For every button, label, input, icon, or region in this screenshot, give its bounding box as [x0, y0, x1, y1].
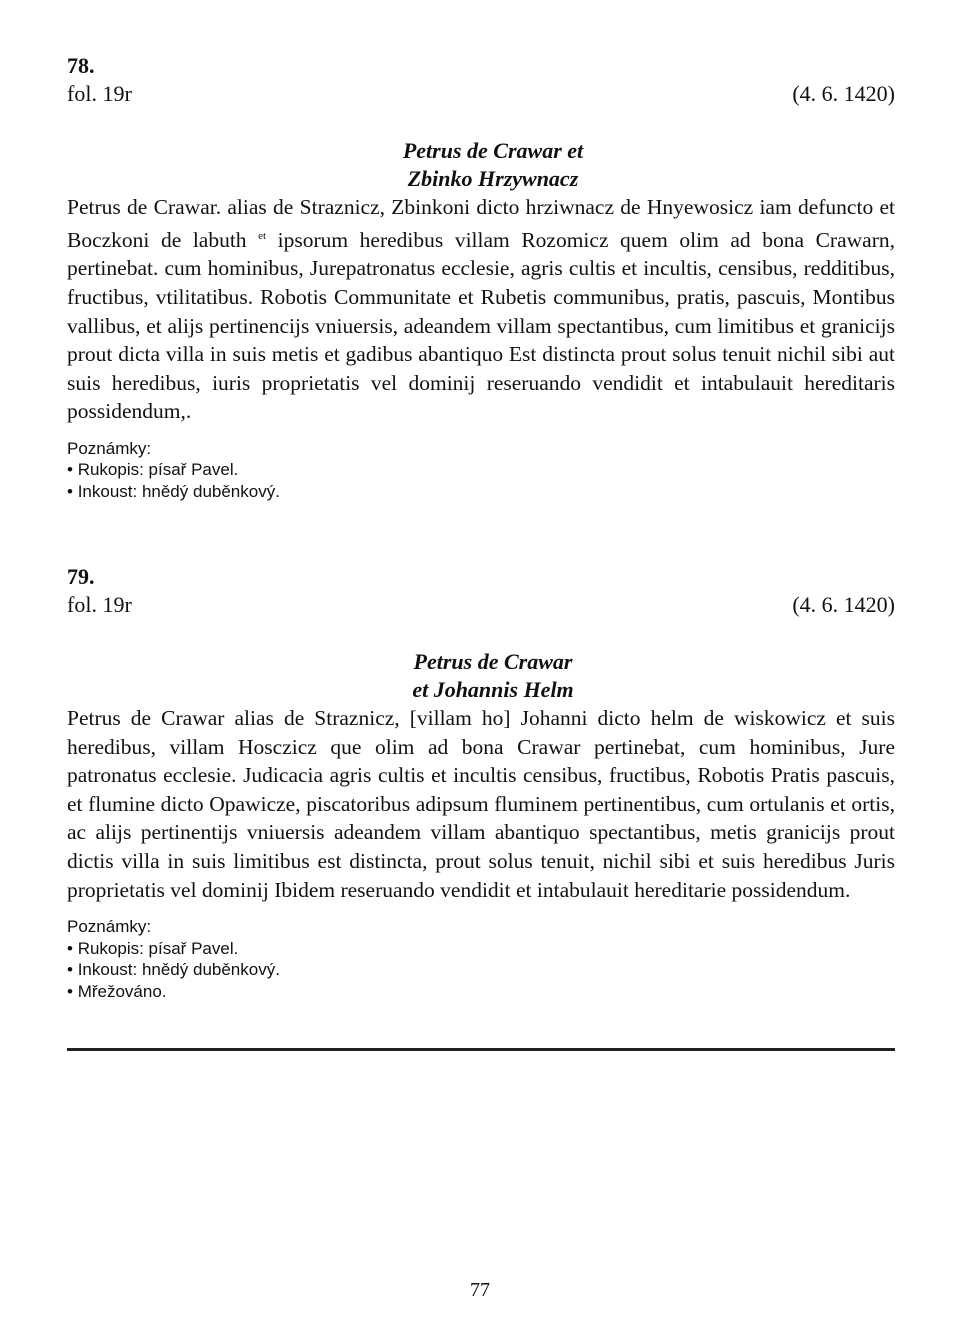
notes-section — [67, 916, 895, 1002]
note-item: • Mřežováno. — [67, 981, 895, 1003]
entry-number: 79. — [67, 564, 95, 589]
note-item: • Inkoust: hnědý duběnkový. — [67, 959, 895, 981]
entry-body — [67, 704, 895, 904]
section-end-rule — [67, 1048, 895, 1051]
entry-number: 78. — [67, 53, 95, 78]
folio-row — [67, 80, 895, 108]
entry-body-text: Petrus de Crawar. alias de Straznicz, Zbinkoni dicto hrziwnacz de Hnyewosicz iam defuncto et Boczkoni de labuth — [67, 195, 895, 252]
entry-date: (4. 6. 1420) — [792, 81, 895, 106]
notes-section — [67, 438, 895, 503]
note-item: • Rukopis: písař Pavel. — [67, 938, 895, 960]
folio-reference: fol. 19r — [67, 81, 132, 106]
document-entry — [67, 52, 895, 502]
entry-title-line: Petrus de Crawar et — [402, 138, 584, 163]
entry-title-line: Zbinko Hrzywnacz — [407, 166, 579, 191]
entry-title — [67, 648, 895, 704]
document-entry — [67, 563, 895, 1002]
folio-row — [67, 591, 895, 619]
page-number: 77 — [470, 1279, 490, 1301]
entry-body-superscript: et — [258, 229, 267, 242]
notes-label: Poznámky: — [67, 438, 152, 458]
folio-reference: fol. 19r — [67, 592, 132, 617]
note-item: • Inkoust: hnědý duběnkový. — [67, 481, 895, 503]
note-item: • Rukopis: písař Pavel. — [67, 459, 895, 481]
entry-body-text: ipsorum heredibus villam Rozomicz quem olim ad bona Crawarn, pertinebat. cum hominibus, Jurepatronatus ecclesie, agris cultis et incultis, censibus, redditibus, fructibus, vtilitatibus. Robotis Communitate et Rubetis communibus, pratis, pascuis, Montibus vallibus, et alijs pertinencijs vniuersis, adeandem villam spectantibus, cum limitibus et granicijs prout dicta villa in suis metis et gadibus abantiquo Est distincta prout solus tenuit nichil sibi aut suis heredibus, iuris proprietatis vel dominij reseruando vendidit et intabulauit hereditaris possidendum,. — [67, 227, 895, 424]
entry-title-line: Petrus de Crawar — [413, 649, 573, 674]
entry-title — [67, 137, 895, 193]
entry-title-line: et Johannis Helm — [412, 677, 574, 702]
entry-body — [67, 193, 895, 426]
notes-label: Poznámky: — [67, 917, 152, 937]
entry-date: (4. 6. 1420) — [792, 592, 895, 617]
entry-body-text: Petrus de Crawar alias de Straznicz, [villam ho] Johanni dicto helm de wiskowicz et suis heredibus, villam Hosczicz que olim ad bona Crawar pertinebat, cum hominibus, Jure patronatus ecclesie. Judicacia agris cultis et incultis censibus, fructibus, Robotis Pratis pascuis, et flumine dicto Opawicze, piscatoribus adipsum fluminem pertinentibus, cum ortulanis et ortis, ac alijs pertinentijs vniuersis adeandem villam abantiquo spectantibus, metis granicijs prout dictis villa in suis limitibus est distincta, prout solus tenuit, nichil sibi et suis heredibus Juris proprietatis vel dominij Ibidem reseruando vendidit et intabulauit hereditarie possidendum. — [67, 706, 895, 902]
